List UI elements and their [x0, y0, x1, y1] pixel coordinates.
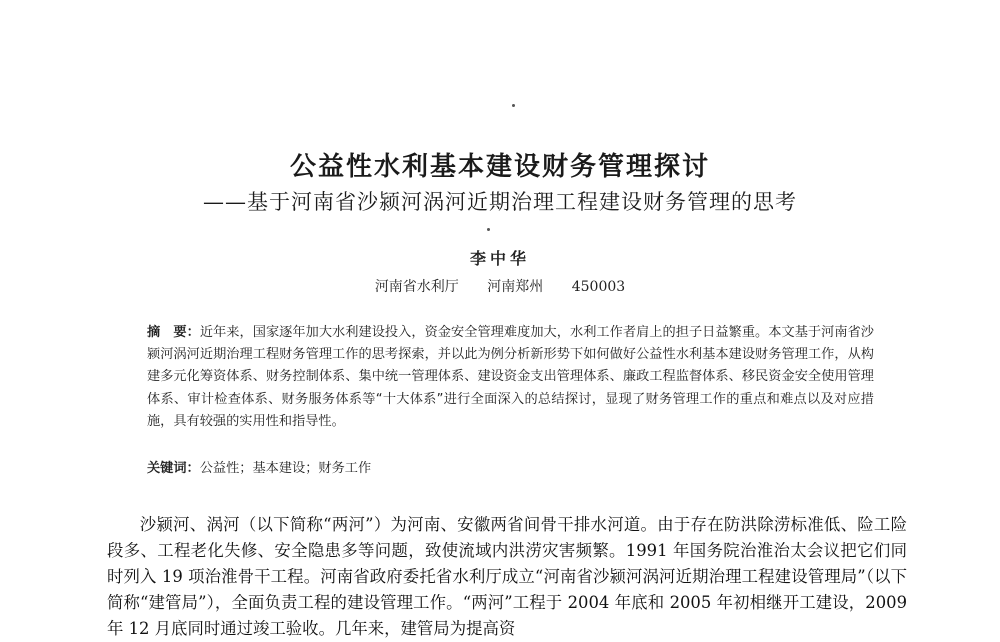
paper-subtitle: ——基于河南省沙颍河涡河近期治理工程建设财务管理的思考 — [203, 190, 797, 214]
affiliation-org: 河南省水利厅 — [374, 279, 459, 295]
affiliation-postcode: 450003 — [571, 279, 626, 295]
abstract — [147, 322, 874, 433]
author-name: 李中华 — [469, 249, 530, 268]
body-paragraph: 沙颍河、涡河（以下简称“两河”）为河南、安徽两省间骨干排水河道。由于存在防洪除涝标准低、险工险段多、工程老化失修、安全隐患多等问题，致使流域内洪涝灾害频繁。1991 年国务院治淮治太会议把它们同时列入 19 项治淮骨干工程。河南省政府委托省水利厅成立“河南省沙颍河涡河近期治理工程建设管理局”（以下简称“建管局”），全面负责工程的建设管理工作。“两河”工程于 2004 年底和 2005 年初相继开工建设，2009 年 12 月底同时通过竣工验收。几年来，建管局为提高资 — [107, 515, 907, 638]
abstract-text: 近年来，国家逐年加大水利建设投入，资金安全管理难度加大，水利工作者肩上的担子日益繁重。本文基于河南省沙颍河涡河近期治理工程财务管理工作的思考探索，并以此为例分析新形势下如何做好公益性水利基本建设财务管理工作，从构建多元化筹资体系、财务控制体系、集中统一管理体系、建设资金支出管理体系、廉政工程监督体系、移民资金安全使用管理体系、审计检查体系、财务服务体系等“十大体系”进行全面深入的总结探讨，显现了财务管理工作的重点和难点以及对应措施，具有较强的实用性和指导性。 — [147, 325, 874, 429]
keywords-text: 公益性；基本建设；财务工作 — [199, 461, 372, 476]
abstract-label: 摘 要： — [147, 325, 200, 340]
scan-speck — [512, 104, 515, 107]
affiliation-city: 河南郑州 — [487, 279, 544, 295]
scan-speck — [487, 228, 490, 231]
author-affiliation — [0, 276, 1000, 296]
keywords — [147, 458, 874, 480]
keywords-label: 关键词： — [147, 461, 200, 476]
paper-title: 公益性水利基本建设财务管理探讨 — [289, 152, 710, 182]
